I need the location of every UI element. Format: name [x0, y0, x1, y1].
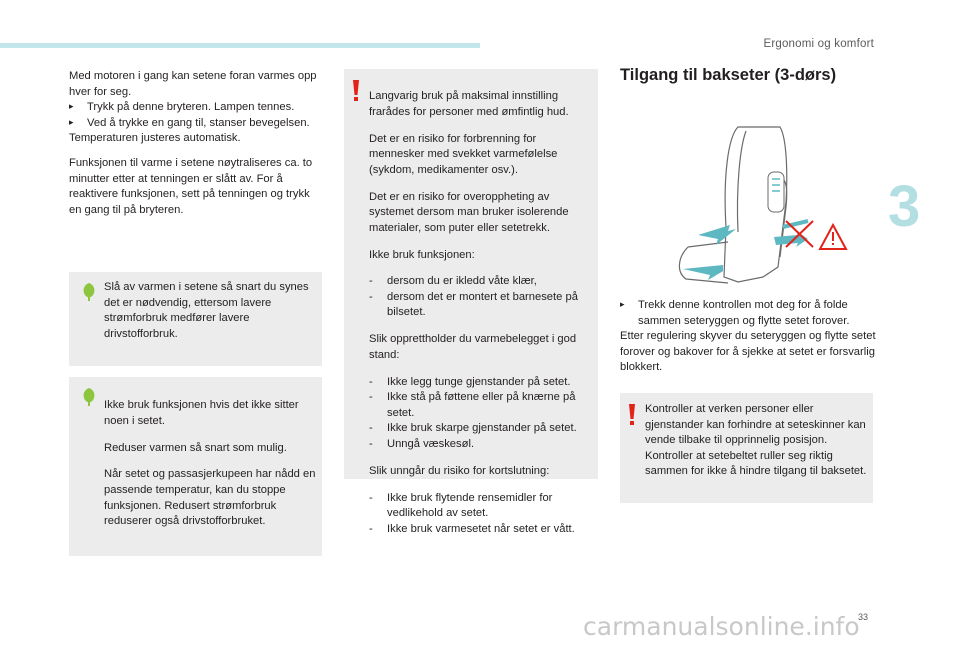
watermark: carmanualsonline.info [583, 612, 860, 641]
eco-line: Når setet og passasjerkupeen har nådd en passende temperatur, kan du stoppe funksjonen. Redusert strømforbruk reduserer også drivstofforbruket. [104, 468, 316, 528]
header-title: Ergonomi og komfort [763, 38, 874, 50]
list-item-text: dersom du er ikledd våte klær, [387, 275, 537, 288]
list-item: - Ikke bruk varmesetet når setet er vått. [369, 522, 594, 538]
column-1-text [69, 69, 321, 218]
warning-paragraph: Slik unngår du risiko for kortslutning: [369, 464, 550, 477]
arrow-bullet-icon: ▸ [69, 102, 74, 113]
arrow-bullet-icon: ▸ [620, 300, 625, 310]
auto-adjust-line: Temperaturen justeres automatisk. [69, 132, 241, 145]
arrow-bullet-icon: ▸ [69, 117, 74, 128]
bullet-text: Trykk på denne bryteren. Lampen tennes. [87, 101, 295, 114]
warning-paragraph: Ikke bruk funksjonen: [369, 248, 475, 261]
warning-exclamation-icon [627, 404, 637, 426]
section-title: Tilgang til bakseter (3-dørs) [620, 66, 837, 84]
eco-tip-box [69, 377, 322, 556]
warning-paragraph: Slik opprettholder du varmebelegget i god stand: [369, 333, 577, 361]
list-item-text: Ikke bruk varmesetet når setet er vått. [387, 522, 575, 535]
list-item-text: Ikke bruk flytende rensemidler for vedlikehold av setet. [387, 491, 553, 520]
list-item-text: dersom det er montert et barnesete på bilsetet. [387, 290, 578, 319]
list-item: - Unngå væskesøl. [369, 437, 594, 453]
list-item-text: Ikke bruk skarpe gjenstander på setet. [387, 422, 577, 435]
eco-leaf-icon [79, 282, 99, 302]
list-item-text: Ikke stå på føttene eller på knærne på setet. [387, 391, 576, 419]
bullet-text: Trekk denne kontrollen mot deg for å folde sammen seteryggen og flytte setet forover. [638, 299, 850, 327]
list-item: - Ikke bruk flytende rensemidler for vedlikehold av setet. [369, 491, 594, 522]
eco-line: Reduser varmen så snart som mulig. [104, 441, 287, 454]
bullet-item [69, 116, 321, 132]
neutralize-paragraph: Funksjonen til varme i setene nøytraliseres ca. to minutter etter at tenningen er slått av. For å reaktivere funksjonen, sett på tenningen og trykk en gang til på bryteren. [69, 156, 313, 216]
warning-paragraph: Det er en risiko for overoppheting av systemet dersom man bruker isolerende materialer, som puter eller setetrekk. [369, 190, 569, 234]
list-item: - dersom det er montert et barnesete på bilsetet. [369, 290, 594, 321]
warning-exclamation-icon [351, 80, 361, 102]
section-text [620, 298, 876, 376]
eco-leaf-icon [79, 387, 99, 407]
section-paragraph: Etter regulering skyver du seteryggen og flytte setet forover og bakover for å sjekke at setet er forsvarlig blokkert. [620, 330, 876, 374]
bullet-text: Ved å trykke en gang til, stanser bevegelsen. [87, 116, 310, 129]
warning-box [344, 69, 598, 535]
header-accent-bar [0, 43, 480, 48]
eco-tip-text [104, 387, 316, 541]
fold-arrow-icon [683, 225, 808, 280]
warning-box [620, 393, 873, 503]
recline-lever-icon [768, 172, 784, 212]
warning-paragraph: Det er en risiko for forbrenning for mennesker med svekket varmefølelse (sykdom, medikamenter osv.). [369, 132, 558, 176]
warning-paragraph: Langvarig bruk på maksimal innstilling frarådes for personer med ømfintlig hud. [369, 90, 569, 118]
warning-text [369, 78, 594, 537]
list-item: - Ikke bruk skarpe gjenstander på setet. [369, 421, 594, 437]
seat-illustration [668, 117, 863, 289]
eco-tip-text: Slå av varmen i setene så snart du synes det er nødvendig, ettersom lavere strømforbruk medfører lavere drivstofforbruk. [104, 281, 309, 340]
list-item-text: Ikke legg tunge gjenstander på setet. [387, 375, 571, 388]
eco-tip-box [69, 272, 322, 366]
list-item-text: Unngå væskesøl. [387, 438, 475, 450]
bullet-item [69, 100, 321, 116]
list-item: - dersom du er ikledd våte klær, [369, 274, 594, 290]
list-item: - Ikke legg tunge gjenstander på setet. [369, 375, 594, 391]
intro-paragraph: Med motoren i gang kan setene foran varmes opp hver for seg. [69, 70, 317, 98]
eco-line: Ikke bruk funksjonen hvis det ikke sitter noen i setet. [104, 399, 299, 427]
page-number: 33 [858, 612, 869, 622]
warning-triangle-icon [820, 225, 846, 249]
warning-text: Kontroller at verken personer eller gjenstander kan forhindre at seteskinner kan vende tilbake til opprinnelig posisjon. Kontroller at setebeltet ruller seg riktig sammen for ikke å hindre tilgang til baksetet. [645, 403, 867, 478]
chapter-number: 3 [888, 174, 921, 239]
bullet-item [620, 298, 876, 329]
list-item: - Ikke stå på føttene eller på knærne på setet. [369, 390, 594, 421]
